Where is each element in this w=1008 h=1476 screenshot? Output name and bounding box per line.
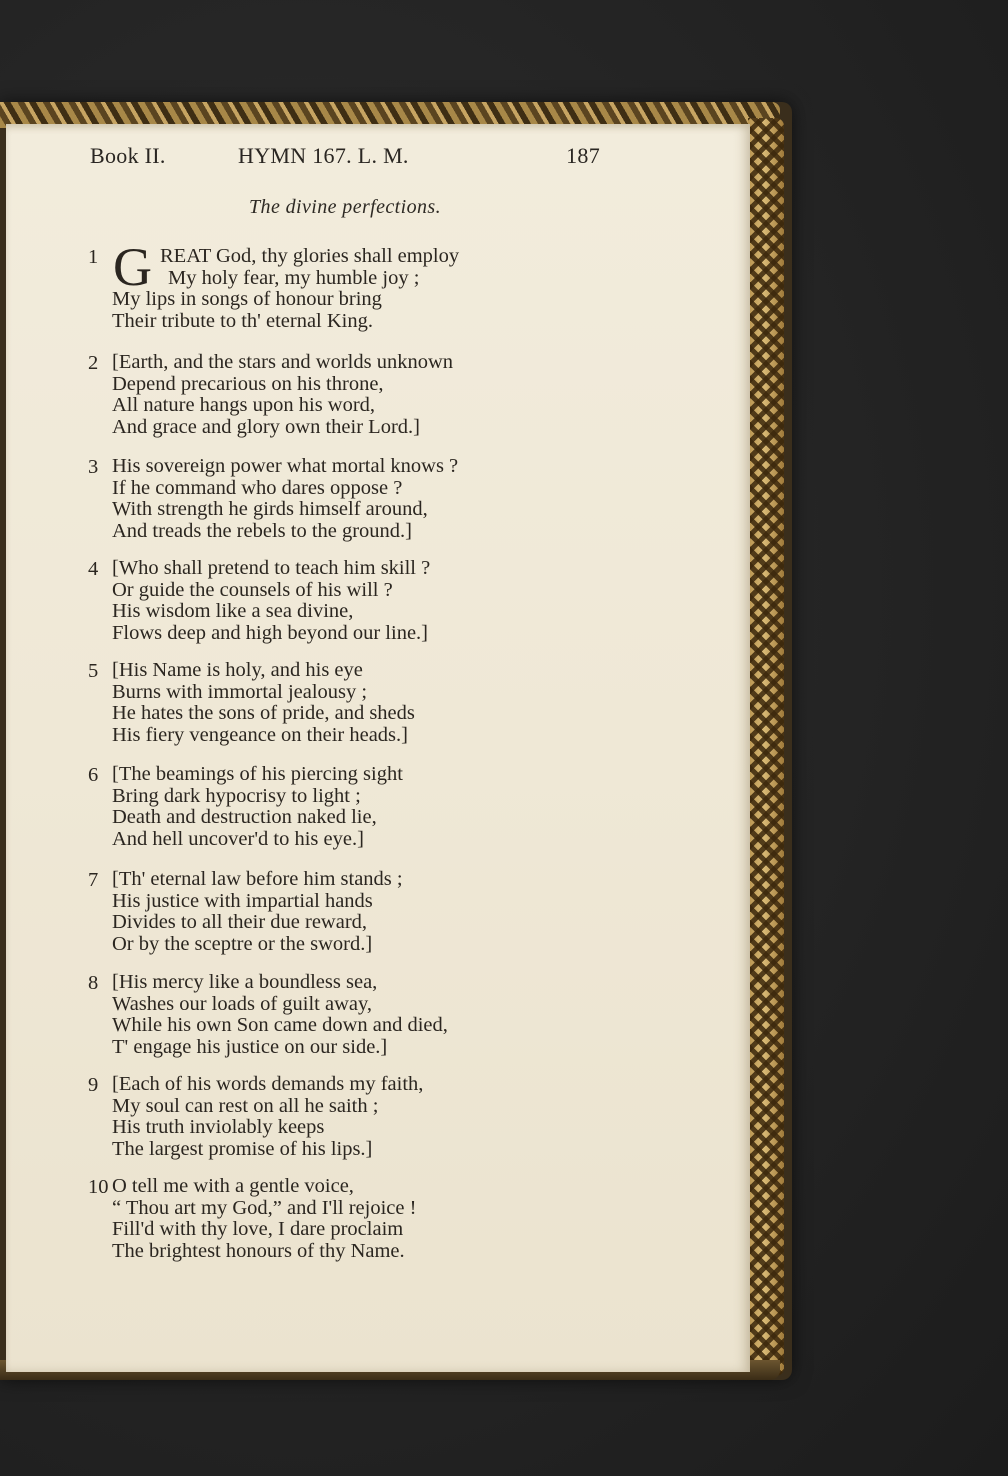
verse-line: Flows deep and high beyond our line.] xyxy=(112,621,428,644)
verse-line: T' engage his justice on our side.] xyxy=(112,1035,388,1058)
verse-line: Divides to all their due reward, xyxy=(112,911,368,933)
verse-line: His fiery vengeance on their heads.] xyxy=(112,723,408,746)
book-label: Book II. xyxy=(90,143,166,168)
verse-line: [Each of his words demands my faith, xyxy=(112,1073,424,1095)
verse-line: Or guide the counsels of his will ? xyxy=(112,578,393,601)
fore-edge-gilt xyxy=(748,118,784,1376)
verse-line: And treads the rebels to the ground.] xyxy=(112,519,413,542)
verse-line: While his own Son came down and died, xyxy=(112,1014,448,1036)
verse-line: He hates the sons of pride, and sheds xyxy=(112,702,415,724)
verse-line: His justice with impartial hands xyxy=(112,889,373,912)
page-header xyxy=(90,143,600,175)
verse-line: My soul can rest on all he saith ; xyxy=(112,1094,379,1117)
verse-line: And hell uncover'd to his eye.] xyxy=(112,827,364,850)
verse-line: With strength he girds himself around, xyxy=(112,498,428,520)
stanza-number: 5 xyxy=(88,660,99,682)
hymn-subtitle: The divine perfections. xyxy=(249,196,441,218)
verse-line: [The beamings of his piercing sight xyxy=(112,763,403,785)
verse-line: [His mercy like a boundless sea, xyxy=(112,971,378,993)
page-number: 187 xyxy=(566,143,600,168)
stanza-number: 2 xyxy=(88,352,99,374)
stanza-number: 7 xyxy=(88,869,99,891)
verse-line: Or by the sceptre or the sword.] xyxy=(112,932,373,955)
verse-line: Death and destruction naked lie, xyxy=(112,806,377,828)
verse-line: [His Name is holy, and his eye xyxy=(112,659,363,681)
stanza-number: 1 xyxy=(88,246,99,268)
verse-line: Burns with immortal jealousy ; xyxy=(112,680,368,703)
hymn-label: HYMN 167. L. M. xyxy=(238,143,409,168)
stanza-number: 4 xyxy=(88,558,99,580)
verse-line: Their tribute to th' eternal King. xyxy=(112,309,374,332)
verse-line: [Earth, and the stars and worlds unknown xyxy=(112,351,454,373)
verse-line: Fill'd with thy love, I dare proclaim xyxy=(112,1218,404,1240)
verse-line: REAT God, thy glories shall employ xyxy=(160,245,460,267)
verse-line: His truth inviolably keeps xyxy=(112,1116,325,1138)
verse-line: My holy fear, my humble joy ; xyxy=(168,266,420,289)
verse-line: Depend precarious on his throne, xyxy=(112,372,384,395)
verse-line: [Th' eternal law before him stands ; xyxy=(112,868,403,890)
verse-line: His sovereign power what mortal knows ? xyxy=(112,455,459,477)
stanza-number: 9 xyxy=(88,1074,99,1096)
verse-line: And grace and glory own their Lord.] xyxy=(112,415,420,438)
verse-line: O tell me with a gentle voice, xyxy=(112,1175,354,1197)
verse-line: His wisdom like a sea divine, xyxy=(112,600,354,622)
stanza-number: 6 xyxy=(88,764,99,786)
verse-line: If he command who dares oppose ? xyxy=(112,476,403,499)
verse-line: “ Thou art my God,” and I'll rejoice ! xyxy=(112,1196,417,1219)
verse-line: All nature hangs upon his word, xyxy=(112,394,376,416)
verse-line: The largest promise of his lips.] xyxy=(112,1137,373,1160)
stanza-number: 8 xyxy=(88,972,99,994)
verse-line: Bring dark hypocrisy to light ; xyxy=(112,784,361,807)
bleed-through-text xyxy=(540,150,740,1250)
stanza-number: 10 xyxy=(88,1176,109,1198)
verse-line: [Who shall pretend to teach him skill ? xyxy=(112,557,431,579)
verse-line: The brightest honours of thy Name. xyxy=(112,1239,405,1262)
verse-line: My lips in songs of honour bring xyxy=(112,288,382,310)
stanza-number: 3 xyxy=(88,456,99,478)
drop-cap: G xyxy=(113,237,152,297)
verse-line: Washes our loads of guilt away, xyxy=(112,992,373,1015)
